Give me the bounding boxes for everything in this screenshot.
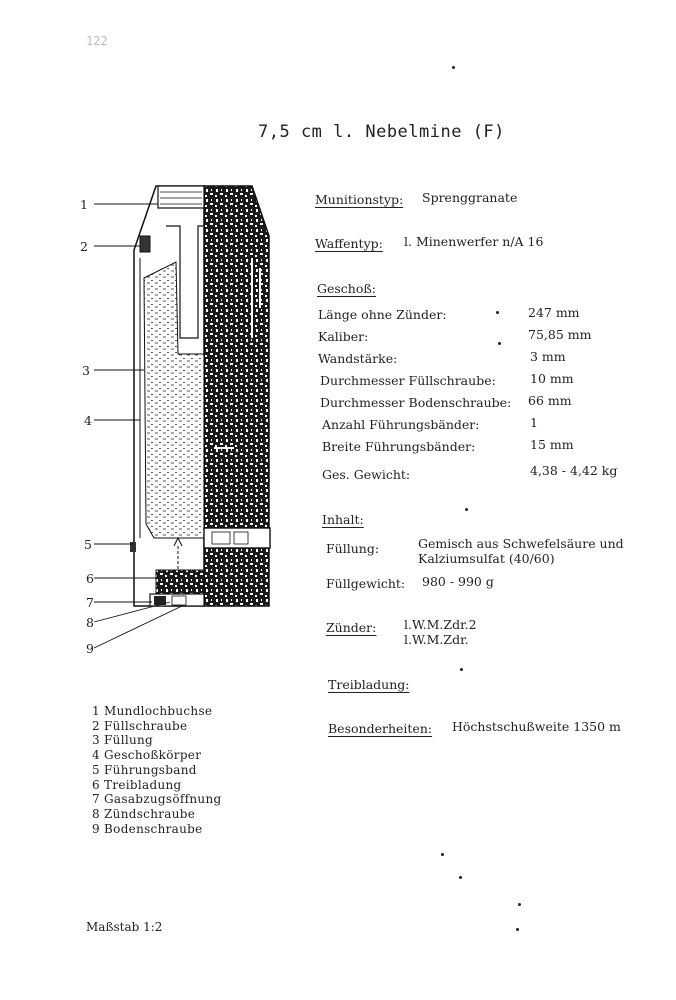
scan-speck — [459, 876, 462, 879]
shell-cross-section-diagram — [74, 178, 284, 658]
spec-value: 15 mm — [530, 437, 574, 452]
callout-3: 3 — [82, 363, 90, 378]
zuender-line1: l.W.M.Zdr.2 — [404, 617, 477, 632]
propellant-charge — [156, 570, 204, 594]
legend-item: 6 Treibladung — [92, 777, 182, 792]
scale-note: Maßstab 1:2 — [86, 920, 163, 934]
fuellung-value-line2: Kalziumsulfat (40/60) — [418, 551, 555, 566]
spec-value: 3 mm — [530, 349, 566, 364]
spec-label: Länge ohne Zünder: — [318, 307, 447, 322]
geschoss-heading: Geschoß: — [317, 281, 376, 296]
spec-value: 1 — [530, 415, 538, 430]
treibladung-label: Treibladung: — [328, 677, 410, 692]
spec-value: 10 mm — [530, 371, 574, 386]
legend-item: 8 Zündschraube — [92, 806, 196, 821]
zuender-line2: l.W.M.Zdr. — [404, 632, 469, 647]
page-title: 7,5 cm l. Nebelmine (F) — [258, 122, 505, 142]
munitionstyp-label: Munitionstyp: — [315, 192, 404, 207]
callout-1: 1 — [80, 197, 88, 212]
spec-value: 4,38 - 4,42 kg — [530, 463, 618, 478]
waffentyp-label: Waffentyp: — [315, 236, 383, 251]
scan-speck — [498, 342, 501, 345]
spec-label: Anzahl Führungsbänder: — [322, 417, 480, 432]
spec-label: Durchmesser Füllschraube: — [320, 373, 496, 388]
primer-screw — [172, 596, 186, 605]
waffentyp-value: l. Minenwerfer n/A 16 — [404, 234, 544, 249]
legend-item: 1 Mundlochbuchse — [92, 704, 213, 718]
callout-5: 5 — [84, 537, 92, 552]
zuender-label: Zünder: — [326, 620, 377, 635]
fuellung-value-line1: Gemisch aus Schwefelsäure und — [418, 536, 624, 551]
legend — [92, 704, 221, 836]
mouth-bushing — [158, 186, 204, 208]
page-number: 122 — [86, 34, 108, 48]
besonderheiten-value: Höchstschußweite 1350 m — [452, 719, 621, 734]
legend-item: 7 Gasabzugsöffnung — [92, 792, 222, 807]
spec-label: Breite Führungsbänder: — [322, 439, 476, 454]
fuellgewicht-label: Füllgewicht: — [326, 576, 406, 591]
legend-item: 4 Geschoßkörper — [92, 748, 202, 763]
callout-8: 8 — [86, 615, 94, 630]
spec-value: 247 mm — [528, 305, 580, 320]
legend-item: 3 Füllung — [92, 733, 154, 748]
inhalt-heading: Inhalt: — [322, 512, 364, 527]
scan-speck — [518, 903, 521, 906]
callout-2: 2 — [80, 239, 88, 254]
fuellung-label: Füllung: — [326, 541, 380, 556]
spec-label: Kaliber: — [318, 329, 369, 344]
callout-6: 6 — [86, 571, 94, 586]
legend-item: 9 Bodenschraube — [92, 821, 203, 836]
fill-screw — [140, 236, 150, 252]
callout-9: 9 — [86, 641, 94, 656]
scan-speck — [452, 66, 455, 69]
callout-7: 7 — [86, 595, 94, 610]
scan-speck — [496, 311, 499, 314]
legend-item: 2 Füllschraube — [92, 718, 188, 733]
spec-label: Ges. Gewicht: — [322, 467, 411, 482]
munitionstyp-value: Sprenggranate — [422, 190, 518, 205]
fuellgewicht-value: 980 - 990 g — [422, 574, 494, 589]
spec-value: 66 mm — [528, 393, 572, 408]
spec-value: 75,85 mm — [528, 327, 592, 342]
scan-speck — [460, 668, 463, 671]
callout-4: 4 — [84, 413, 92, 428]
scan-speck — [441, 853, 444, 856]
besonderheiten-label: Besonderheiten: — [328, 721, 433, 736]
scan-speck — [516, 928, 519, 931]
spec-label: Durchmesser Bodenschraube: — [320, 395, 512, 410]
legend-item: 5 Führungsband — [92, 762, 197, 777]
scan-speck — [465, 508, 468, 511]
spec-label: Wandstärke: — [318, 351, 398, 366]
